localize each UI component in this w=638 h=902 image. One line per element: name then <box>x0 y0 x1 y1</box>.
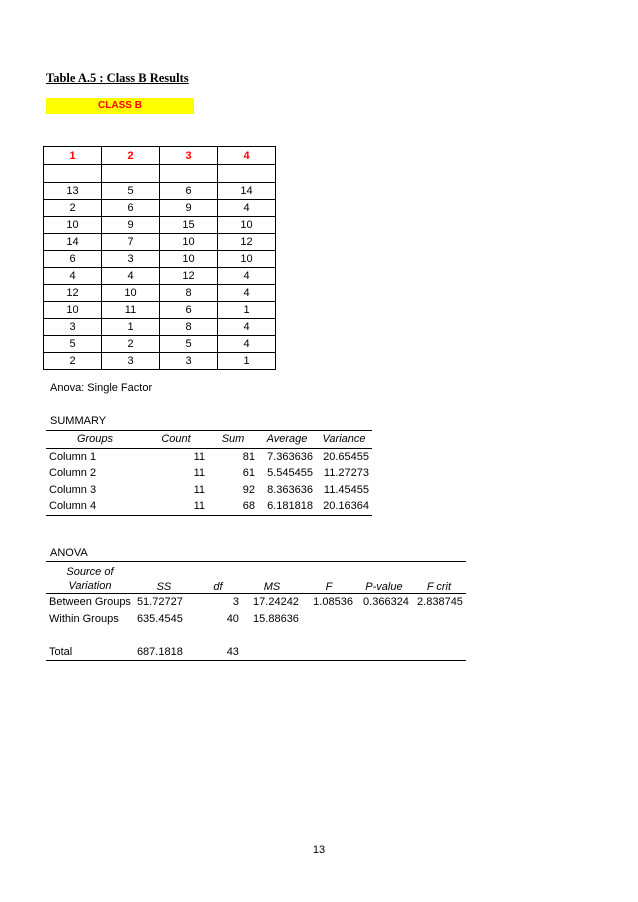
anova-cell: 43 <box>226 645 239 658</box>
summary-header-cell: Groups <box>76 433 114 446</box>
data-cell: 6 <box>160 302 218 319</box>
data-cell: 12 <box>218 234 276 251</box>
anova-cell: Between Groups <box>49 596 131 609</box>
anova-cell <box>302 644 356 661</box>
summary-cell: 11.27273 <box>323 467 369 480</box>
summary-row <box>46 482 372 499</box>
anova-header-cell: Source of Variation <box>66 566 114 592</box>
summary-cell: Column 3 <box>49 483 97 496</box>
anova-cell: Within Groups <box>49 612 119 625</box>
anova-header-cell: F crit <box>426 581 452 593</box>
data-row <box>44 353 276 370</box>
data-cell: 3 <box>160 353 218 370</box>
anova-cell <box>356 644 412 661</box>
summary-cell: Column 4 <box>49 500 97 513</box>
data-cell: 4 <box>102 268 160 285</box>
summary-cell: 68 <box>242 500 255 513</box>
summary-label: SUMMARY <box>50 415 107 427</box>
data-table-body <box>44 183 276 370</box>
anova-cell <box>46 627 134 644</box>
anova-cell: 17.24242 <box>253 596 299 609</box>
data-cell: 6 <box>44 251 102 268</box>
anova-header-cell: P-value <box>365 581 403 593</box>
data-blank-row <box>44 165 276 183</box>
data-cell: 14 <box>218 183 276 200</box>
data-cell: 7 <box>102 234 160 251</box>
anova-header-cell: SS <box>156 581 172 593</box>
data-cell: 1 <box>218 353 276 370</box>
data-cell: 12 <box>160 268 218 285</box>
summary-cell: 92 <box>242 483 255 496</box>
data-cell: 10 <box>218 217 276 234</box>
data-cell: 6 <box>102 200 160 217</box>
data-cell: 9 <box>160 200 218 217</box>
data-row <box>44 183 276 200</box>
summary-cell: Column 1 <box>49 450 97 463</box>
data-cell: 10 <box>160 251 218 268</box>
data-cell: 9 <box>102 217 160 234</box>
data-cell: 6 <box>160 183 218 200</box>
data-row <box>44 200 276 217</box>
anova-cell <box>134 627 194 644</box>
anova-table-body <box>46 594 466 661</box>
summary-cell: 11 <box>193 467 205 480</box>
data-cell: 4 <box>44 268 102 285</box>
data-cell: 3 <box>44 319 102 336</box>
data-cell: 12 <box>44 285 102 302</box>
anova-cell: 687.1818 <box>136 645 183 658</box>
data-cell: 4 <box>218 200 276 217</box>
anova-cell <box>302 611 356 628</box>
summary-header-cell: Variance <box>322 433 366 446</box>
summary-header-cell: Sum <box>221 433 245 446</box>
summary-row <box>46 465 372 482</box>
anova-row <box>46 594 466 611</box>
anova-cell <box>356 611 412 628</box>
summary-cell: 11.45455 <box>323 483 369 496</box>
summary-cell: 5.545455 <box>267 467 313 480</box>
summary-cell: 61 <box>242 467 255 480</box>
anova-header-cell: df <box>213 581 223 593</box>
anova-cell: 1.08536 <box>313 596 353 609</box>
summary-cell: 11 <box>193 450 205 463</box>
data-header-cell: 2 <box>102 147 160 165</box>
summary-cell: Column 2 <box>49 467 97 480</box>
anova-row <box>46 627 466 644</box>
anova-cell <box>302 627 356 644</box>
data-header-cell: 1 <box>44 147 102 165</box>
data-row <box>44 217 276 234</box>
data-header-cell: 4 <box>218 147 276 165</box>
data-cell: 2 <box>102 336 160 353</box>
anova-cell: Total <box>49 645 73 658</box>
summary-row <box>46 498 372 515</box>
summary-header-cell: Average <box>266 433 308 446</box>
anova-cell <box>194 627 242 644</box>
data-cell: 2 <box>44 353 102 370</box>
class-label: CLASS B <box>46 98 194 114</box>
anova-header-cell: F <box>325 581 333 593</box>
anova-cell: 3 <box>232 596 239 609</box>
data-row <box>44 234 276 251</box>
data-cell: 8 <box>160 319 218 336</box>
data-row <box>44 302 276 319</box>
data-cell: 3 <box>102 353 160 370</box>
data-cell: 2 <box>44 200 102 217</box>
anova-header-row <box>46 562 466 594</box>
summary-header-row <box>46 431 372 449</box>
summary-header-cell: Count <box>161 433 191 446</box>
data-cell: 4 <box>218 268 276 285</box>
data-cell: 1 <box>102 319 160 336</box>
anova-title: Anova: Single Factor <box>50 382 153 394</box>
class-data-table <box>43 146 276 370</box>
data-cell: 15 <box>160 217 218 234</box>
data-cell: 5 <box>44 336 102 353</box>
summary-cell: 20.16364 <box>323 500 369 513</box>
anova-cell: 15.88636 <box>253 612 299 625</box>
anova-cell <box>242 627 302 644</box>
anova-cell <box>242 644 302 661</box>
data-blank-cell <box>160 165 218 183</box>
summary-cell: 7.363636 <box>267 450 313 463</box>
data-header-row <box>44 147 276 165</box>
data-row <box>44 285 276 302</box>
data-cell: 10 <box>44 302 102 319</box>
anova-cell: 2.838745 <box>417 596 463 609</box>
data-cell: 10 <box>218 251 276 268</box>
summary-row <box>46 448 372 465</box>
anova-cell <box>356 627 412 644</box>
data-cell: 4 <box>218 336 276 353</box>
data-header-cell: 3 <box>160 147 218 165</box>
anova-row <box>46 644 466 661</box>
page-number: 13 <box>312 844 326 856</box>
data-blank-cell <box>102 165 160 183</box>
data-cell: 5 <box>160 336 218 353</box>
summary-cell: 11 <box>193 500 205 513</box>
anova-cell: 51.72727 <box>136 596 183 609</box>
anova-label: ANOVA <box>50 547 88 559</box>
data-cell: 14 <box>44 234 102 251</box>
data-cell: 5 <box>102 183 160 200</box>
summary-cell: 8.363636 <box>267 483 313 496</box>
anova-cell <box>412 644 466 661</box>
data-cell: 11 <box>102 302 160 319</box>
summary-cell: 81 <box>242 450 255 463</box>
data-cell: 4 <box>218 319 276 336</box>
table-title: Table A.5 : Class B Results <box>46 71 189 85</box>
summary-cell: 6.181818 <box>267 500 313 513</box>
data-cell: 10 <box>160 234 218 251</box>
data-cell: 3 <box>102 251 160 268</box>
anova-cell: 635.4545 <box>136 612 183 625</box>
data-row <box>44 251 276 268</box>
anova-cell: 40 <box>226 612 239 625</box>
summary-cell: 20.65455 <box>323 450 369 463</box>
summary-table-body <box>46 448 372 515</box>
data-blank-cell <box>218 165 276 183</box>
anova-cell <box>412 611 466 628</box>
summary-table <box>46 430 372 516</box>
summary-cell: 11 <box>193 483 205 496</box>
data-cell: 10 <box>44 217 102 234</box>
data-row <box>44 336 276 353</box>
data-cell: 4 <box>218 285 276 302</box>
data-row <box>44 319 276 336</box>
data-blank-cell <box>44 165 102 183</box>
anova-row <box>46 611 466 628</box>
anova-table <box>46 561 466 661</box>
anova-cell: 0.366324 <box>363 596 409 609</box>
data-cell: 13 <box>44 183 102 200</box>
data-row <box>44 268 276 285</box>
data-cell: 1 <box>218 302 276 319</box>
data-cell: 10 <box>102 285 160 302</box>
data-cell: 8 <box>160 285 218 302</box>
anova-header-cell: MS <box>263 581 281 593</box>
anova-cell <box>412 627 466 644</box>
